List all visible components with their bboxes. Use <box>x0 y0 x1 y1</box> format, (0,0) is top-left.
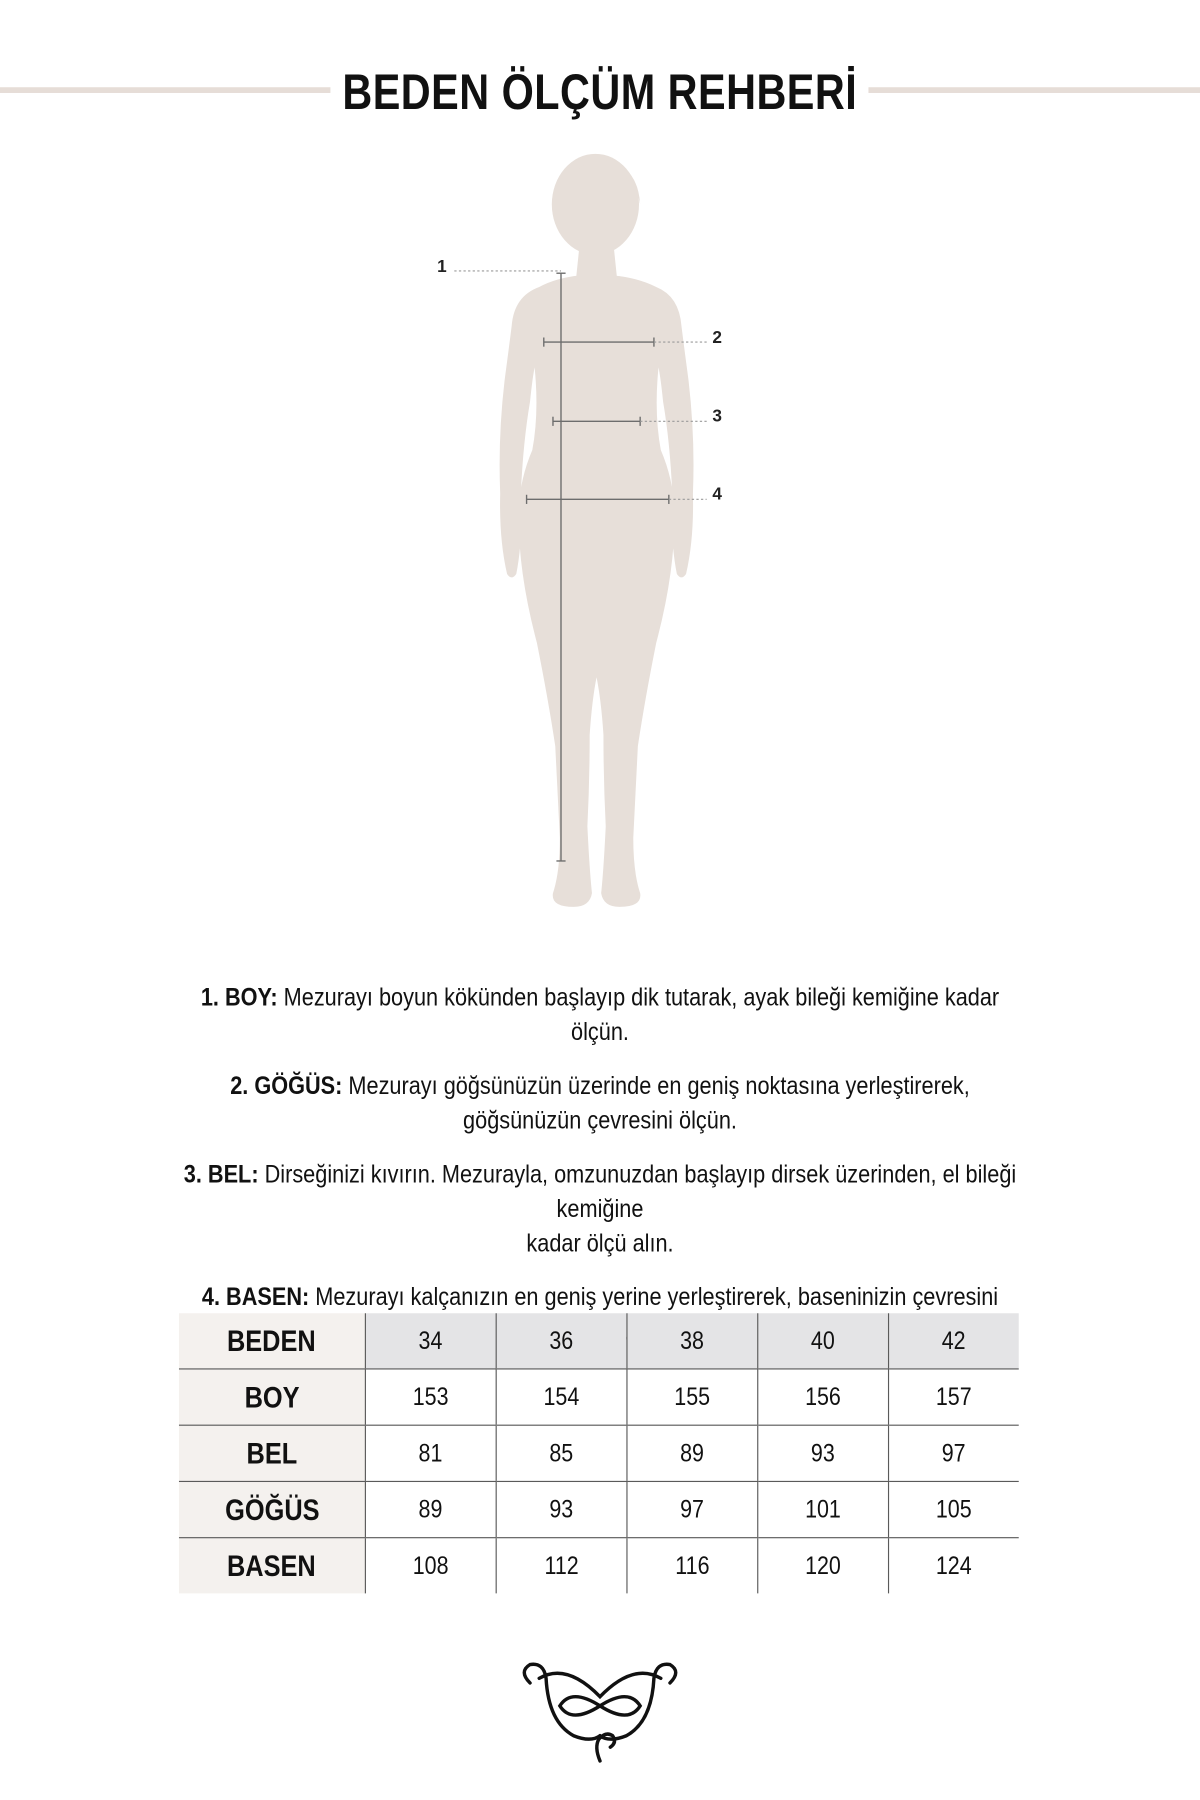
row-label: BEDEN <box>179 1313 365 1369</box>
size-value-cell: 156 <box>757 1369 888 1425</box>
instruction-text: Mezurayı kalçanızın en geniş yerine yerleştirerek, baseninizin çevresini <box>315 1282 999 1311</box>
size-value-cell: 93 <box>757 1425 888 1481</box>
size-header-cell: 40 <box>757 1313 888 1369</box>
instruction-text: Mezurayı göğsünüzün üzerinde en geniş noktasına yerleştirerek, <box>348 1071 970 1100</box>
row-label: BOY <box>179 1369 365 1425</box>
size-value-cell: 153 <box>365 1369 496 1425</box>
size-header-cell: 36 <box>496 1313 627 1369</box>
instruction-text: Mezurayı boyun kökünden başlayıp dik tutarak, ayak bileği kemiğine kadar ölçün. <box>283 982 1000 1046</box>
instruction-label: 3. BEL: <box>183 1159 259 1189</box>
size-value-cell: 93 <box>496 1481 627 1537</box>
instruction-label: 1. BOY: <box>200 982 278 1012</box>
size-value-cell: 97 <box>627 1481 758 1537</box>
size-value-cell: 81 <box>365 1425 496 1481</box>
measurement-instructions <box>103 980 1097 1368</box>
marker-4: 4 <box>712 483 723 504</box>
instruction-boy <box>173 980 1027 1049</box>
instruction-label: 4. BASEN: <box>201 1282 310 1311</box>
size-header-cell: 42 <box>888 1313 1019 1369</box>
row-label: BASEN <box>179 1538 365 1594</box>
marker-1: 1 <box>437 256 447 277</box>
page-title: BEDEN ÖLÇÜM REHBERİ <box>342 64 858 121</box>
instruction-gogus <box>173 1069 1027 1138</box>
size-value-cell: 154 <box>496 1369 627 1425</box>
size-row-boy <box>179 1369 1019 1425</box>
size-header-cell: 34 <box>365 1313 496 1369</box>
instruction-text: Dirseğinizi kıvırın. Mezurayla, omzunuzdan başlayıp dirsek üzerinden, el bileği kemiğine <box>264 1159 1017 1223</box>
size-value-cell: 124 <box>888 1538 1019 1594</box>
size-header-row <box>179 1313 1019 1369</box>
instruction-text-line2: kadar ölçü alın. <box>526 1228 674 1258</box>
size-header-cell: 38 <box>627 1313 758 1369</box>
row-label: BEL <box>179 1425 365 1481</box>
size-row-göğüs <box>179 1481 1019 1537</box>
size-value-cell: 101 <box>757 1481 888 1537</box>
size-value-cell: 120 <box>757 1538 888 1594</box>
instruction-bel <box>173 1157 1027 1260</box>
instruction-text-line2: göğsünüzün çevresini ölçün. <box>463 1105 737 1135</box>
size-value-cell: 89 <box>365 1481 496 1537</box>
size-value-cell: 112 <box>496 1538 627 1594</box>
body-silhouette <box>500 154 694 907</box>
size-value-cell: 108 <box>365 1538 496 1594</box>
size-chart-table <box>179 1313 1019 1593</box>
size-value-cell: 157 <box>888 1369 1019 1425</box>
size-value-cell: 85 <box>496 1425 627 1481</box>
size-value-cell: 105 <box>888 1481 1019 1537</box>
instruction-label: 2. GÖĞÜS: <box>230 1071 343 1100</box>
row-label: GÖĞÜS <box>179 1481 365 1537</box>
size-row-basen <box>179 1538 1019 1594</box>
size-value-cell: 97 <box>888 1425 1019 1481</box>
size-value-cell: 116 <box>627 1538 758 1594</box>
size-row-bel <box>179 1425 1019 1481</box>
size-value-cell: 155 <box>627 1369 758 1425</box>
marker-3: 3 <box>712 405 723 426</box>
size-value-cell: 89 <box>627 1425 758 1481</box>
marker-2: 2 <box>712 327 723 348</box>
